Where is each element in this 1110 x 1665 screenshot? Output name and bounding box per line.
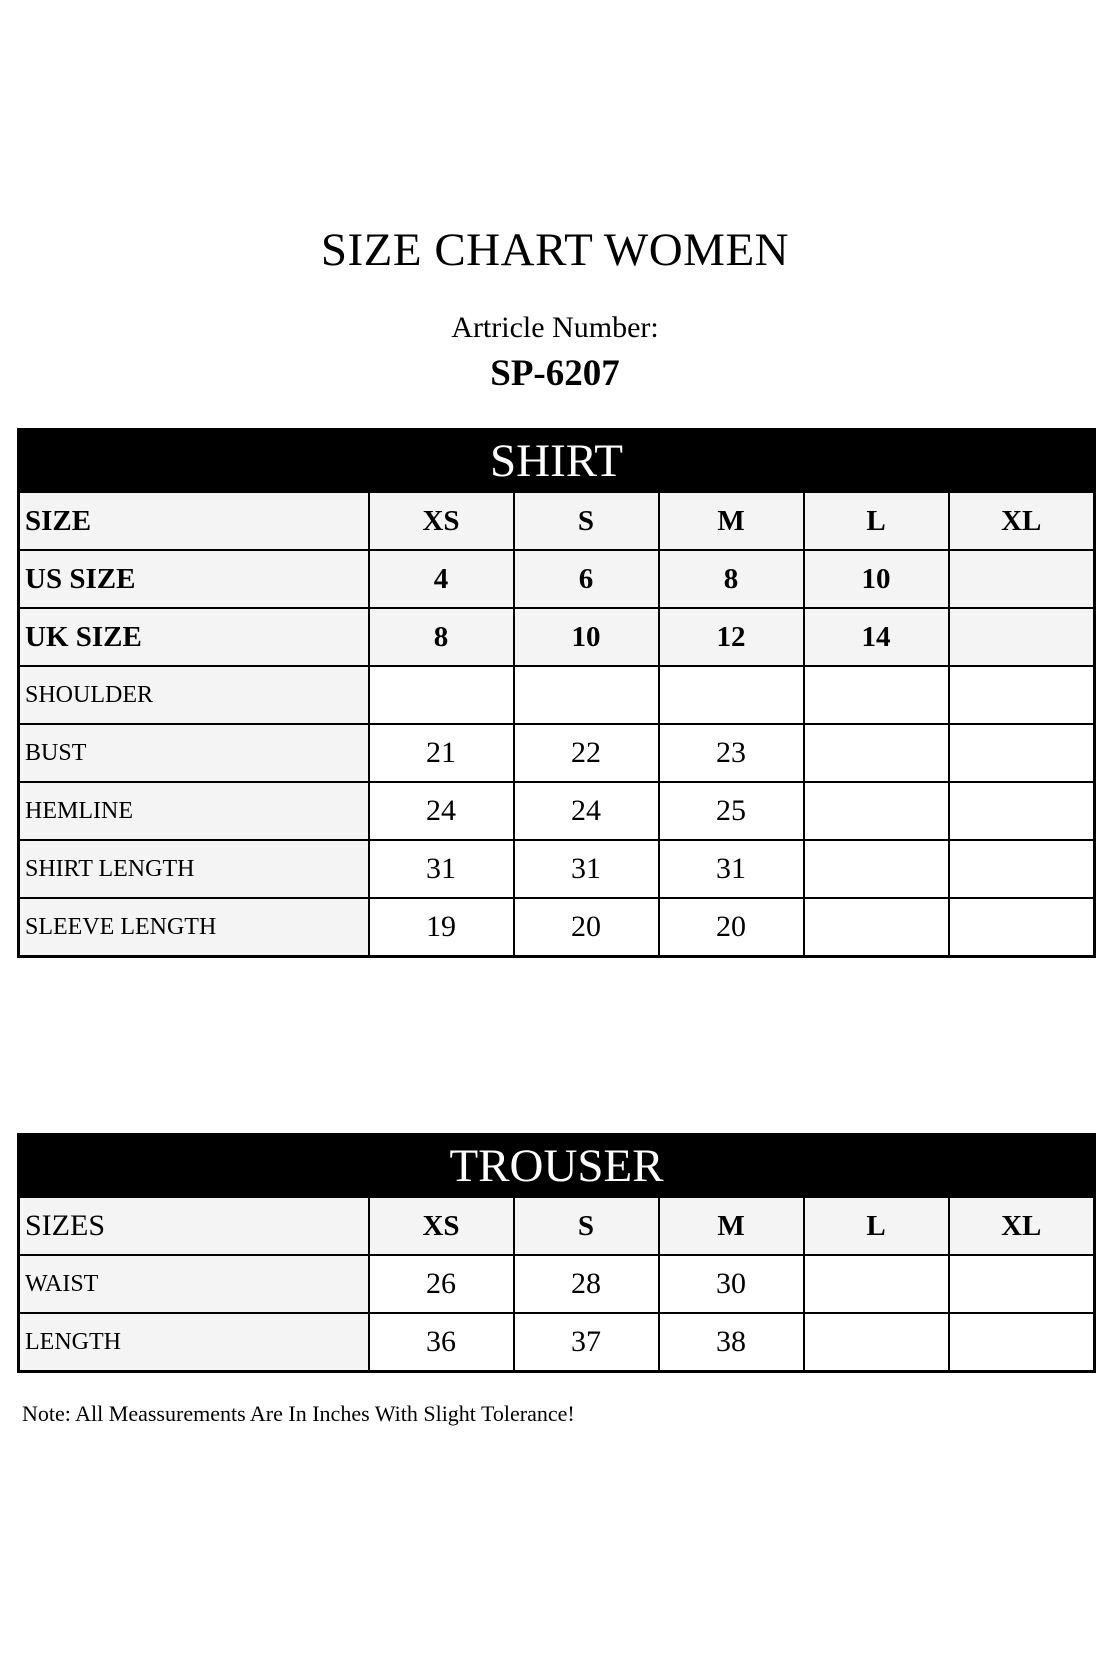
table-cell: 22 xyxy=(514,724,659,782)
table-cell: 31 xyxy=(659,840,804,898)
measurement-label: BUST xyxy=(19,724,369,782)
size-l: L xyxy=(804,1197,949,1255)
uk-size-label: UK SIZE xyxy=(19,608,369,666)
article-number: SP-6207 xyxy=(490,353,620,394)
table-cell xyxy=(804,840,949,898)
measurement-label: SHOULDER xyxy=(19,666,369,724)
table-cell: 20 xyxy=(514,898,659,957)
table-cell xyxy=(949,782,1095,840)
size-m: M xyxy=(659,492,804,550)
table-cell: 10 xyxy=(804,550,949,608)
table-cell: 8 xyxy=(369,608,514,666)
table-cell: 21 xyxy=(369,724,514,782)
shirt-size-table xyxy=(17,428,1096,958)
measurement-label: WAIST xyxy=(19,1255,369,1313)
table-cell: 10 xyxy=(514,608,659,666)
us-size-row xyxy=(19,550,1095,608)
table-row xyxy=(19,724,1095,782)
measurement-label: SLEEVE LENGTH xyxy=(19,898,369,957)
page-title: SIZE CHART WOMEN xyxy=(320,224,790,276)
table-cell: 26 xyxy=(369,1255,514,1313)
trouser-section-title: TROUSER xyxy=(19,1135,1095,1198)
measurement-label: HEMLINE xyxy=(19,782,369,840)
table-cell xyxy=(949,666,1095,724)
size-xl: XL xyxy=(949,1197,1095,1255)
table-cell: 30 xyxy=(659,1255,804,1313)
table-cell: 24 xyxy=(514,782,659,840)
article-number-label: Artricle Number: xyxy=(451,311,659,344)
table-cell: 19 xyxy=(369,898,514,957)
table-row xyxy=(19,782,1095,840)
size-xl: XL xyxy=(949,492,1095,550)
table-cell xyxy=(949,840,1095,898)
table-cell xyxy=(369,666,514,724)
us-size-label: US SIZE xyxy=(19,550,369,608)
table-cell: 31 xyxy=(514,840,659,898)
trouser-size-header-row xyxy=(19,1197,1095,1255)
size-label: SIZE xyxy=(19,492,369,550)
table-row xyxy=(19,1313,1095,1372)
table-cell xyxy=(949,550,1095,608)
table-cell xyxy=(949,1313,1095,1372)
table-cell xyxy=(804,782,949,840)
size-xs: XS xyxy=(369,1197,514,1255)
table-cell: 38 xyxy=(659,1313,804,1372)
table-cell: 36 xyxy=(369,1313,514,1372)
table-cell: 12 xyxy=(659,608,804,666)
table-cell xyxy=(804,1313,949,1372)
table-cell xyxy=(949,1255,1095,1313)
measurement-note: Note: All Meassurements Are In Inches With Slight Tolerance! xyxy=(22,1401,575,1426)
shirt-section-title: SHIRT xyxy=(19,430,1095,493)
table-cell: 14 xyxy=(804,608,949,666)
table-cell xyxy=(514,666,659,724)
table-cell: 28 xyxy=(514,1255,659,1313)
table-row xyxy=(19,1255,1095,1313)
table-cell xyxy=(804,898,949,957)
table-cell xyxy=(949,898,1095,957)
table-cell xyxy=(659,666,804,724)
table-row xyxy=(19,666,1095,724)
table-cell: 37 xyxy=(514,1313,659,1372)
table-cell: 31 xyxy=(369,840,514,898)
shirt-size-header-row xyxy=(19,492,1095,550)
table-cell xyxy=(804,666,949,724)
size-l: L xyxy=(804,492,949,550)
table-cell: 25 xyxy=(659,782,804,840)
size-s: S xyxy=(514,1197,659,1255)
table-row xyxy=(19,898,1095,957)
table-cell: 6 xyxy=(514,550,659,608)
size-xs: XS xyxy=(369,492,514,550)
table-cell xyxy=(949,724,1095,782)
uk-size-row xyxy=(19,608,1095,666)
table-cell: 20 xyxy=(659,898,804,957)
size-s: S xyxy=(514,492,659,550)
trouser-size-table xyxy=(17,1133,1096,1373)
size-m: M xyxy=(659,1197,804,1255)
table-cell xyxy=(949,608,1095,666)
table-cell: 24 xyxy=(369,782,514,840)
measurement-label: LENGTH xyxy=(19,1313,369,1372)
table-cell: 8 xyxy=(659,550,804,608)
sizes-label: SIZES xyxy=(19,1197,369,1255)
table-cell: 4 xyxy=(369,550,514,608)
table-cell xyxy=(804,1255,949,1313)
table-row xyxy=(19,840,1095,898)
table-cell: 23 xyxy=(659,724,804,782)
measurement-label: SHIRT LENGTH xyxy=(19,840,369,898)
table-cell xyxy=(804,724,949,782)
